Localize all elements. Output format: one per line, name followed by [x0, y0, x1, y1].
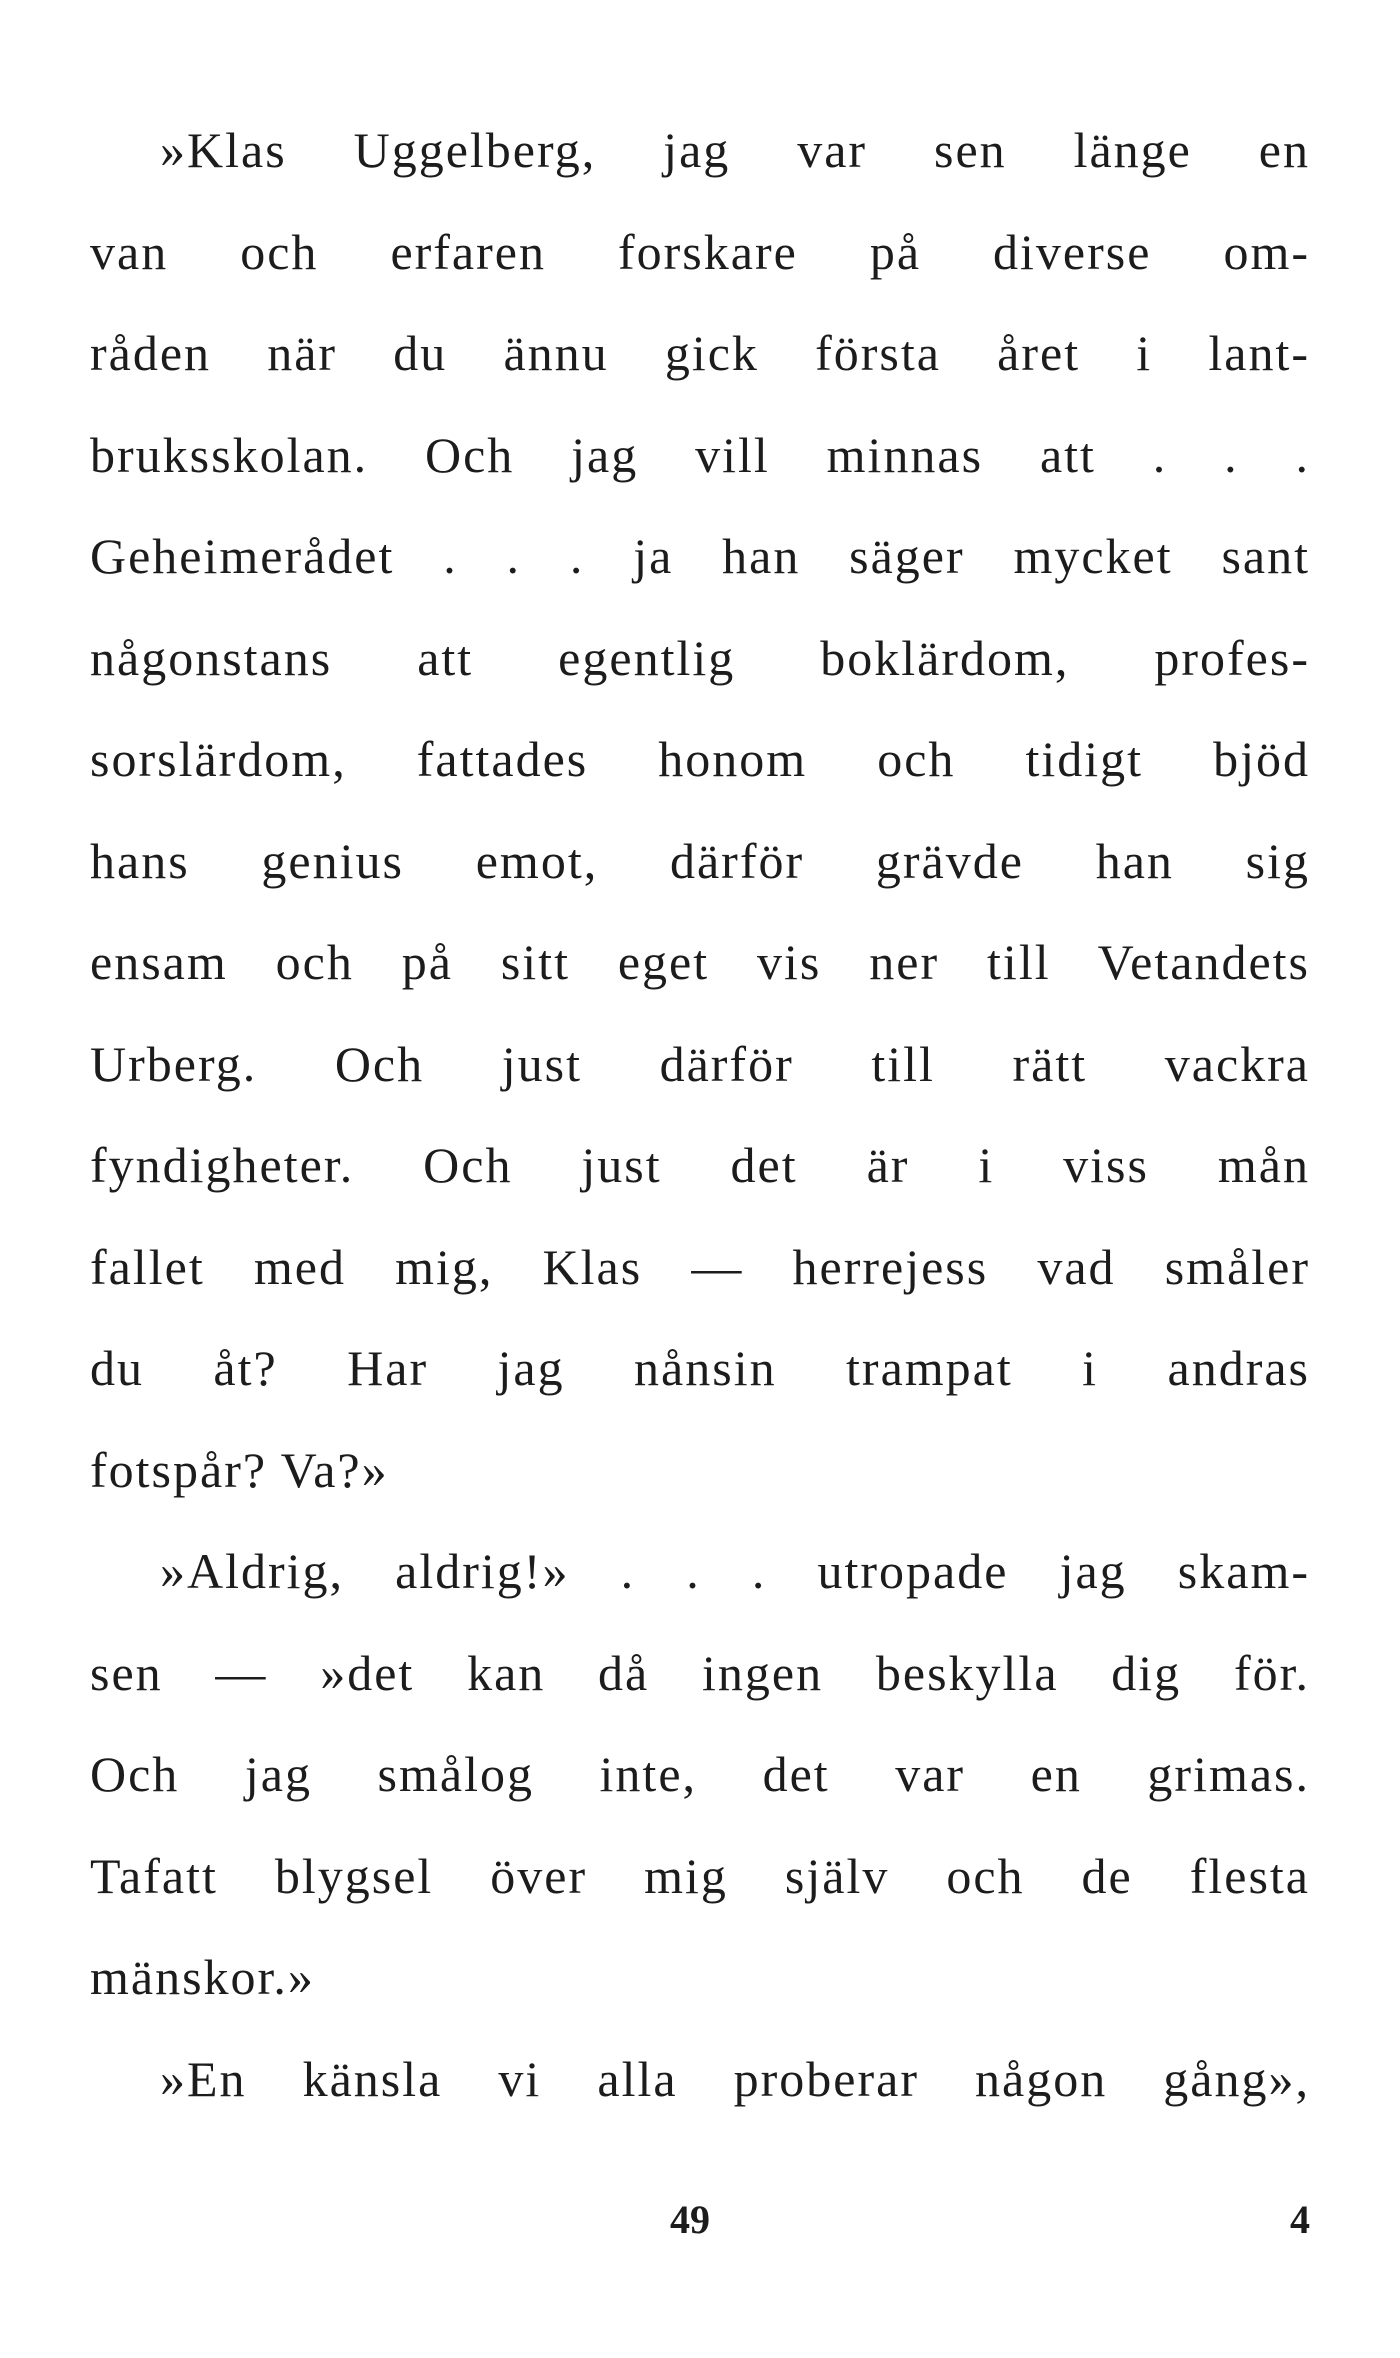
text-line: sorslärdom, fattades honom och tidigt bjöd	[90, 731, 1310, 787]
text-line: fyndigheter. Och just det är i viss mån	[90, 1137, 1310, 1193]
text-line: ensam och på sitt eget vis ner till Vetandets	[90, 934, 1310, 990]
text-line: bruksskolan. Och jag vill minnas att . . .	[90, 426, 1310, 483]
text-line: sen — »det kan då ingen beskylla dig för.	[90, 1644, 1310, 1701]
text-line: mänskor.»	[90, 1949, 315, 2005]
text-line: van och erfaren forskare på diverse om-	[90, 223, 1310, 280]
text-line: råden när du ännu gick första året i lant-	[90, 325, 1310, 381]
text-line: hans genius emot, därför grävde han sig	[90, 832, 1310, 889]
text-line: Och jag smålog inte, det var en grimas.	[90, 1746, 1310, 1802]
text-line: Tafatt blygsel över mig själv och de flesta	[90, 1847, 1310, 1904]
text-line: Urberg. Och just därför till rätt vackra	[90, 1035, 1310, 1092]
text-line: du åt? Har jag nånsin trampat i andras	[90, 1340, 1310, 1396]
text-line: »Aldrig, aldrig!» . . . utropade jag skam-	[160, 1543, 1310, 1599]
page-footer	[90, 2180, 1310, 2260]
signature-mark: 4	[1290, 2197, 1310, 2242]
text-line: någonstans att egentlig boklärdom, profes-	[90, 629, 1310, 686]
text-line: »Klas Uggelberg, jag var sen länge en	[160, 122, 1310, 178]
text-line: fallet med mig, Klas — herrejess vad småler	[90, 1238, 1310, 1295]
text-line: Geheimerådet . . . ja han säger mycket sant	[90, 528, 1310, 584]
page-number: 49	[670, 2197, 710, 2242]
body-text	[90, 100, 1310, 2130]
text-line: fotspår? Va?»	[90, 1441, 389, 1498]
text-line: »En känsla vi alla proberar någon gång»,	[160, 2050, 1310, 2107]
